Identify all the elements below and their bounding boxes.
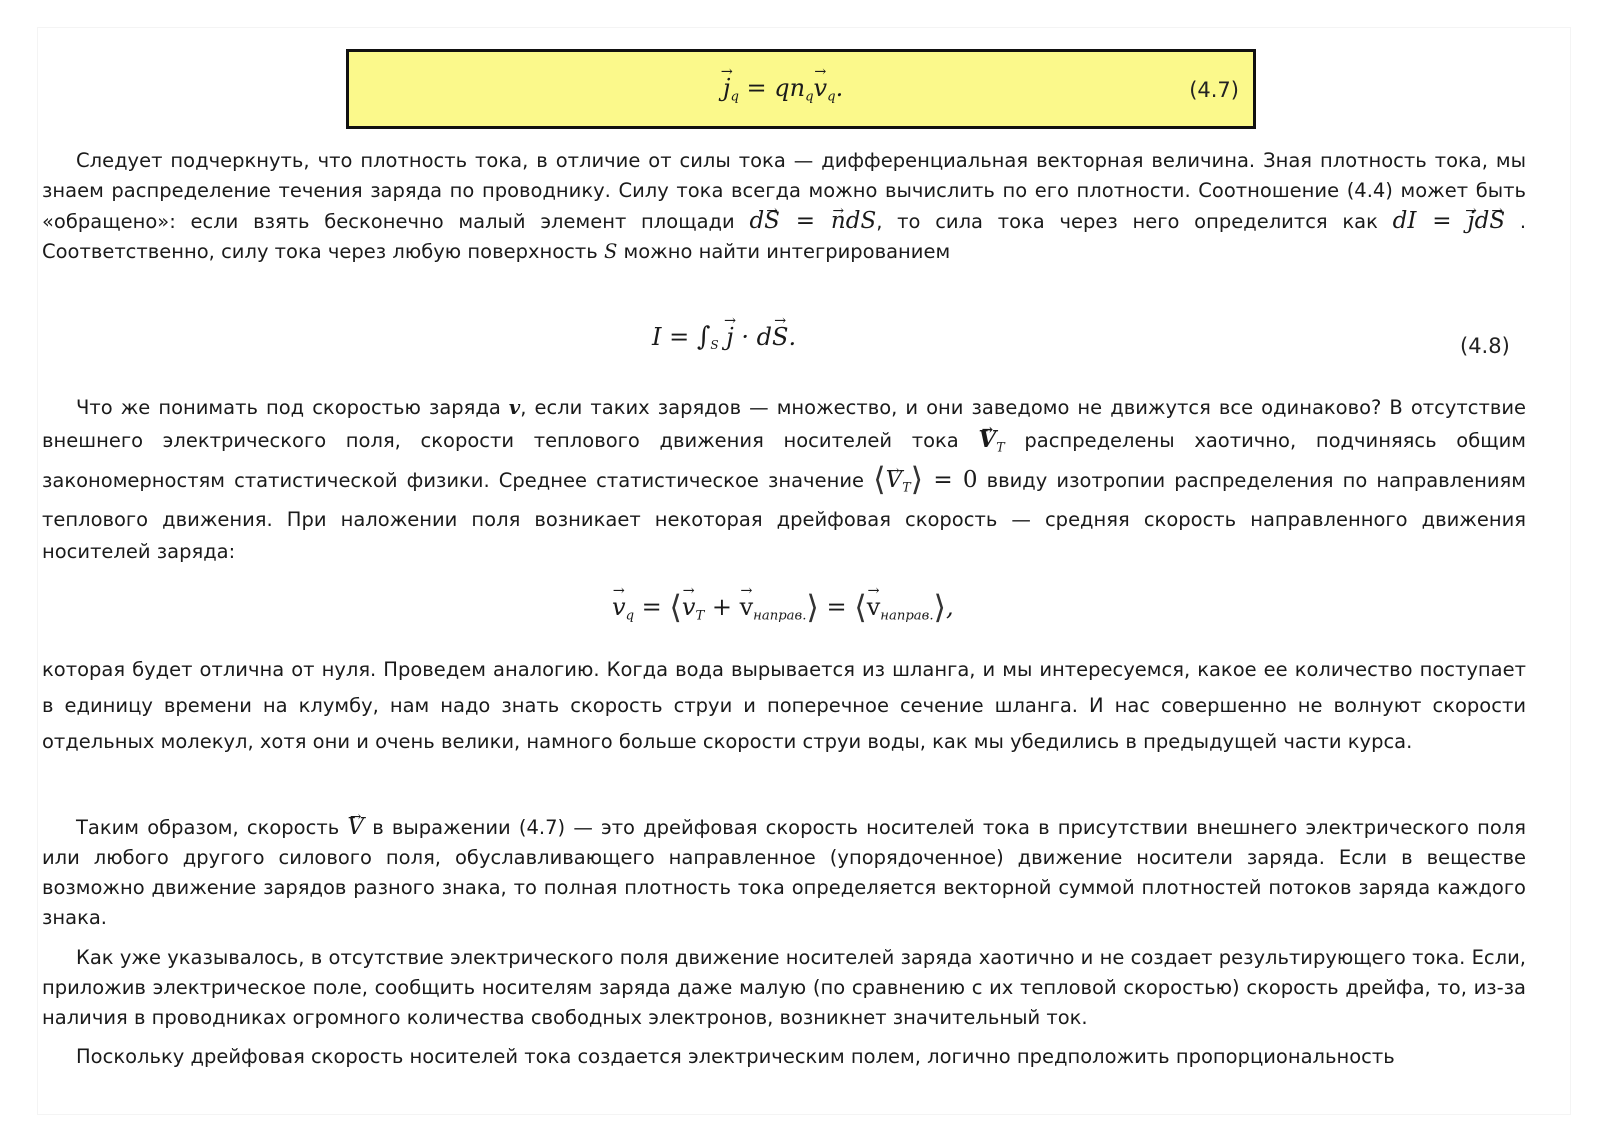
paragraph-1: Следует подчеркнуть, что плотность тока, в отличие от силы тока — дифференциальная векторная величина. Зная плотность тока, мы знаем распределение течения заряда по проводнику. Силу тока всегда можно вычислить по его плотности. Соотношение (4.4) может быть «обращено»: если взять бесконечно малый элемент площади d→ S = → ndS, то сила тока через него определится как dI = → jd→ S . Соответственно, силу тока через любую поверхность S можно найти интегрированием — [42, 146, 1526, 267]
paragraph-2: Что же понимать под скоростью заряда v, если таких зарядов — множество, и они заведомо не движутся все одинаково? В отсутствие внешнего электрического поля, скорости теплового движения носителей тока → $V_T$ распределены хаотично, подчиняясь общим закономерностям статистической физики. Среднее статистическое значение ⟨→ $V_T⟩ = 0$ ввиду изотропии распределения по направлениям теплового движения. При наложении поля возникает некоторая дрейфовая скорость — средняя скорость направленного движения носителей заряда: — [42, 392, 1526, 568]
paragraph-5: Как уже указывалось, в отсутствие электрического поля движение носителей заряда хаотично и не создает результирующего тока. Если, приложив электрическое поле, сообщить носителям заряда даже малую (по сравнению с их тепловой скоростью) скорость дрейфа, то, из-за наличия в проводниках огромного количества свободных электронов, возникнет значительный ток. — [42, 946, 1526, 1029]
formula-4-7-box — [346, 49, 1256, 129]
formula-4-7: → $j_q = qn_q\to v_q$. — [723, 74, 843, 105]
formula-drift-velocity: → $v_q$ = ⟨→ $v_T$ + → $v_{направ.}⟩$ = ⟨→ $v_{направ.}⟩$, — [612, 588, 954, 626]
formula-4-8: $I = \int_S \to j \cdot d\to S$. — [652, 322, 796, 352]
paragraph-6: Поскольку дрейфовая скорость носителей тока создается электрическим полем, логично предположить пропорциональность — [76, 1045, 1395, 1068]
paragraph-4: Таким образом, скорость → V в выражении (4.7) — это дрейфовая скорость носителей тока в присутствии внешнего электрического поля или любого другого силового поля, обуславливающего направленное (упорядоченное) движение носители заряда. Если в веществе возможно движение зарядов разного знака, то полная плотность тока определяется векторной суммой плотностей потоков заряда каждого знака. — [42, 812, 1526, 933]
equation-number: (4.8) — [1460, 334, 1510, 358]
equation-number: (4.7) — [1189, 78, 1239, 102]
paragraph-3: которая будет отлична от нуля. Проведем аналогию. Когда вода вырывается из шланга, и мы интересуемся, какое ее количество поступает в единицу времени на клумбу, нам надо знать скорость струи и поперечное сечение шланга. И нас совершенно не волнуют скорости отдельных молекул, хотя они и очень велики, намного больше скорости струи воды, как мы убедились в предыдущей части курса. — [42, 658, 1526, 753]
